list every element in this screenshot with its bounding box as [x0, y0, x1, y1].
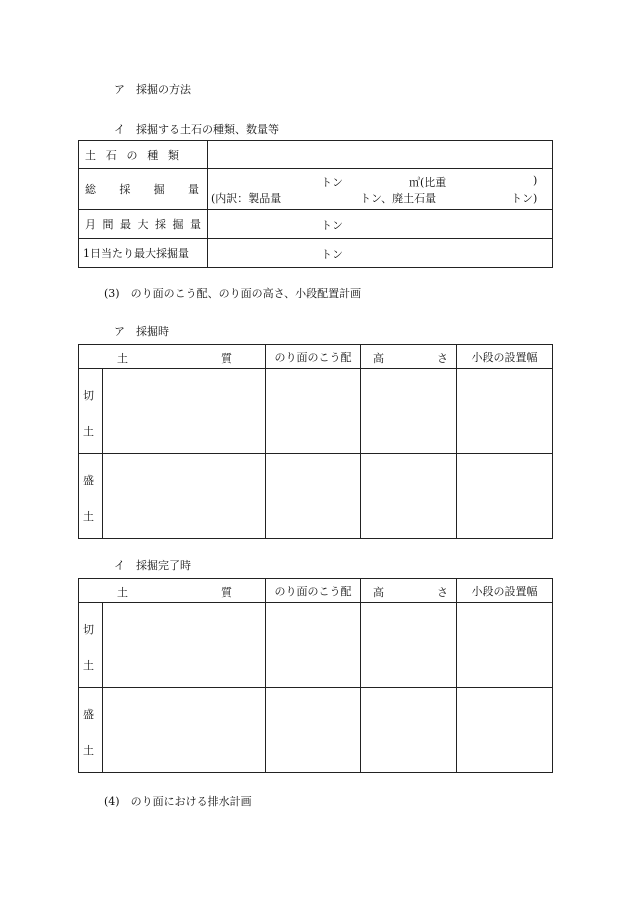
header-bench: 小段の設置幅 — [457, 579, 553, 603]
section-a-title: ア 採掘の方法 — [114, 83, 191, 96]
total-quantity-label: 総 採 掘 量 — [79, 169, 208, 210]
section3-title: (3) のり面のこう配、のり面の高さ、小段配置計画 — [104, 287, 362, 300]
row-fill-soil — [103, 688, 266, 773]
total-quantity-value: トン ㎥(比重 ) (内訳：製品量 トン、廃土石量 トン) — [208, 169, 553, 210]
row-fill-slope — [266, 454, 361, 539]
soil-quantity-table — [78, 140, 553, 268]
header-soil: 土 質 — [79, 345, 266, 369]
row-fill-height — [361, 688, 457, 773]
section-i-title: イ 採掘する土石の種類、数量等 — [114, 123, 279, 136]
row-cut-soil — [103, 369, 266, 454]
header-bench: 小段の設置幅 — [457, 345, 553, 369]
soil-type-value — [208, 141, 553, 169]
slope-table-mining — [78, 344, 553, 539]
row-fill-label: 盛 土 — [79, 454, 103, 539]
row-fill-slope — [266, 688, 361, 773]
row-fill-bench — [457, 688, 553, 773]
section4-title: (4) のり面における排水計画 — [104, 795, 252, 808]
row-cut-height — [361, 369, 457, 454]
header-slope: のり面のこう配 — [266, 579, 361, 603]
row-fill-bench — [457, 454, 553, 539]
daily-max-label: 1日当たり最大採掘量 — [79, 239, 208, 268]
slope-table-completed — [78, 578, 553, 773]
row-cut-slope — [266, 369, 361, 454]
soil-type-label: 土 石 の 種 類 — [79, 141, 208, 169]
row-cut-label: 切 土 — [79, 369, 103, 454]
header-height: 高 さ — [361, 579, 457, 603]
row-fill-height — [361, 454, 457, 539]
sub-a-title: ア 採掘時 — [114, 325, 169, 338]
row-cut-slope — [266, 603, 361, 688]
row-fill-soil — [103, 454, 266, 539]
sub-i-title: イ 採掘完了時 — [114, 559, 191, 572]
header-slope: のり面のこう配 — [266, 345, 361, 369]
row-cut-height — [361, 603, 457, 688]
monthly-max-value: トン — [208, 210, 553, 239]
monthly-max-label: 月 間 最 大 採 掘 量 — [79, 210, 208, 239]
row-cut-bench — [457, 603, 553, 688]
header-height: 高 さ — [361, 345, 457, 369]
row-fill-label: 盛 土 — [79, 688, 103, 773]
header-soil: 土 質 — [79, 579, 266, 603]
row-cut-bench — [457, 369, 553, 454]
daily-max-value: トン — [208, 239, 553, 268]
row-cut-soil — [103, 603, 266, 688]
row-cut-label: 切 土 — [79, 603, 103, 688]
